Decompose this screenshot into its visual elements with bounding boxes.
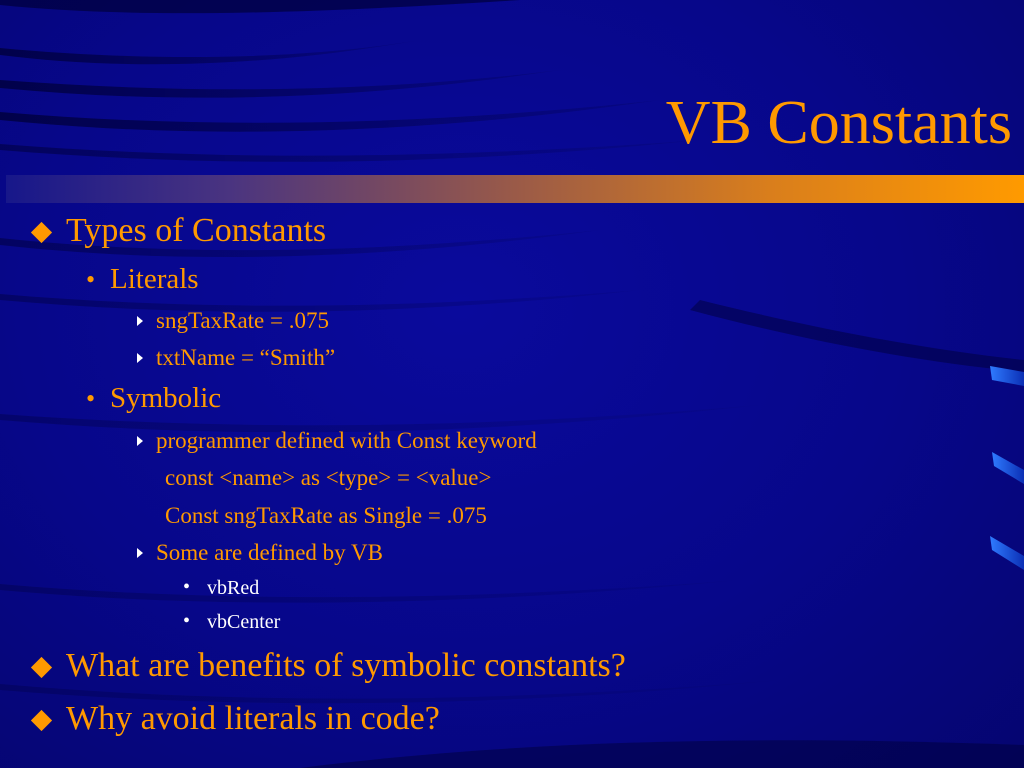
round-bullet-icon: • (183, 576, 191, 598)
triangle-bullet-icon (137, 436, 143, 446)
const-syntax-line: const <name> as <type> = <value> (165, 465, 492, 490)
slide-title: VB Constants (665, 89, 1012, 157)
round-bullet-icon: • (86, 265, 96, 294)
bullet-avoid-literals-question: Why avoid literals in code? (66, 700, 440, 737)
bullet-programmer-defined: programmer defined with Const keyword (156, 428, 537, 453)
bullet-symbolic: Symbolic (110, 382, 222, 414)
bullet-vbred: vbRed (207, 577, 260, 599)
triangle-bullet-icon (137, 353, 143, 363)
diamond-bullet-icon (31, 710, 52, 731)
diamond-bullet-icon (31, 657, 52, 678)
bullet-types-of-constants: Types of Constants (66, 212, 327, 249)
round-bullet-icon: • (86, 384, 96, 413)
bullet-literal-example-1: sngTaxRate = .075 (156, 308, 329, 333)
triangle-bullet-icon (137, 548, 143, 558)
bullet-literals: Literals (110, 263, 199, 295)
bullet-vbcenter: vbCenter (207, 611, 281, 633)
diamond-bullet-icon (31, 222, 52, 243)
bullet-some-defined-by-vb: Some are defined by VB (156, 540, 383, 565)
triangle-bullet-icon (137, 316, 143, 326)
round-bullet-icon: • (183, 610, 191, 632)
bullet-benefits-question: What are benefits of symbolic constants? (66, 647, 626, 684)
const-example-line: Const sngTaxRate as Single = .075 (165, 503, 487, 528)
bullet-literal-example-2: txtName = “Smith” (156, 345, 336, 370)
